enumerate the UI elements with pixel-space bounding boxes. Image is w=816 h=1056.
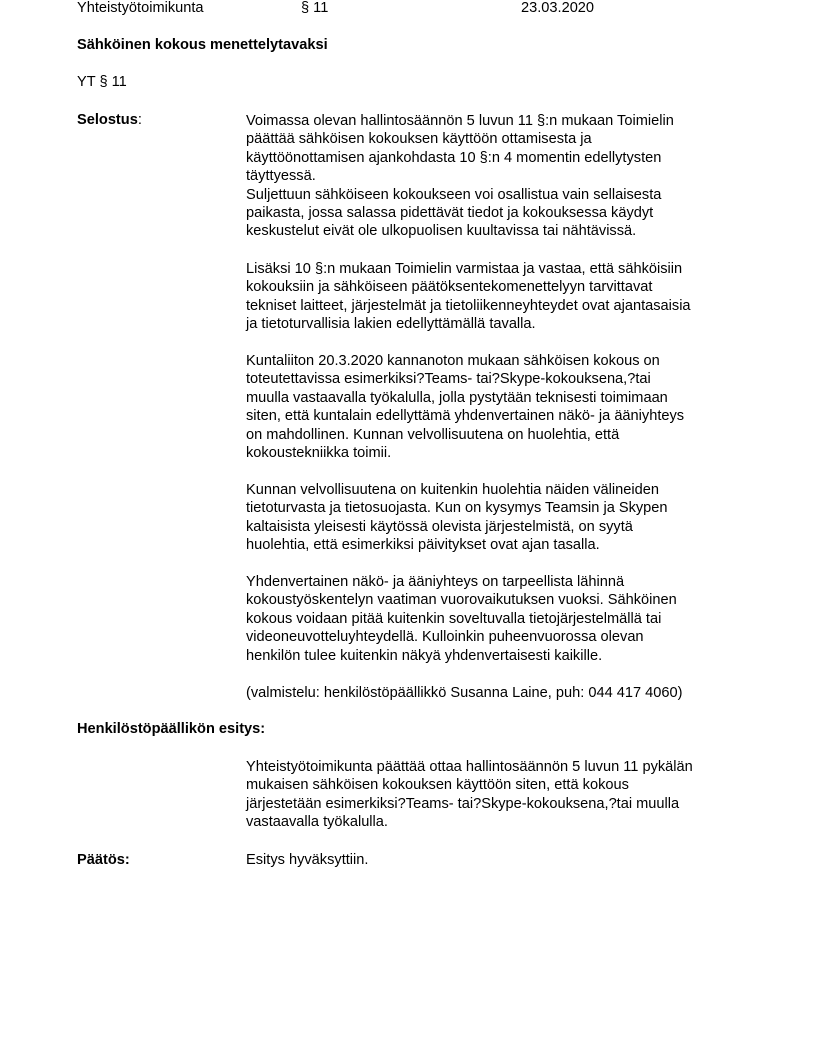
- text-line: täyttyessä.: [246, 168, 316, 185]
- selostus-paragraph-3: [246, 352, 746, 462]
- selostus-preparer-note: [246, 684, 746, 702]
- text-line: paikasta, jossa salassa pidettävät tiedot ja kokouksessa käydyt: [246, 205, 654, 222]
- text-line: videoneuvotteluyhteydellä. Kulloinkin puheenvuorossa olevan: [246, 629, 644, 646]
- text-line: käyttöönottamisen ajankohdasta 10 §:n 4 momentin edellytysten: [246, 149, 662, 166]
- document-title: Sähköinen kokous menettelytavaksi: [77, 37, 328, 53]
- text-line: ja tietoturvallisia lakien edellyttämällä tavalla.: [246, 316, 536, 333]
- text-line: Yhteistyötoimikunta päättää ottaa hallintosäännön 5 luvun 11 pykälän: [246, 759, 693, 775]
- text-line: kokoustyöskentelyn vaatiman vuorovaikutuksen vuoksi. Sähköinen: [246, 592, 677, 609]
- text-line: (valmistelu: henkilöstöpäällikkö Susanna Laine, puh: 044 417 4060): [246, 685, 683, 701]
- text-line: Kuntaliiton 20.3.2020 kannanoton mukaan sähköisen kokous on: [246, 353, 660, 369]
- text-line: kaltaisista yleisesti käytössä olevista järjestelmistä, on syytä: [246, 518, 633, 535]
- text-line: päättää sähköisen kokouksen käyttöön ottamisesta ja: [246, 131, 592, 148]
- text-line: Kunnan velvollisuutena on kuitenkin huolehtia näiden välineiden: [246, 482, 659, 498]
- selostus-paragraph-1: [246, 112, 746, 241]
- text-line: muulla vastaavalla työkalulla, jolla pystytään teknisesti toimimaan: [246, 389, 668, 406]
- text-line: mukaisen sähköisen kokouksen käyttöön siten, että kokous: [246, 777, 629, 794]
- selostus-paragraph-5: [246, 573, 746, 665]
- text-line: kokous voidaan pitää kuitenkin soveltuvalla tietojärjestelmällä tai: [246, 610, 662, 627]
- header-body-name: Yhteistyötoimikunta: [77, 0, 204, 16]
- text-line: Voimassa olevan hallintosäännön 5 luvun 11 §:n mukaan Toimielin: [246, 113, 674, 129]
- paatos-text: Esitys hyväksyttiin.: [246, 852, 369, 868]
- text-line: on mahdollinen. Kunnan velvollisuutena on huolehtia, että: [246, 426, 620, 443]
- paatos-label: Päätös:: [77, 852, 130, 868]
- text-line: siten, että kuntalain edellyttämä yhdenvertainen näkö- ja ääniyhteys: [246, 408, 685, 425]
- selostus-paragraph-2: [246, 260, 746, 334]
- text-line: Suljettuun sähköiseen kokoukseen voi osallistua vain sellaisesta: [246, 186, 662, 203]
- text-line: tekniset laitteet, järjestelmät ja tietoliikenneyhteydet ovat ajantasaisia: [246, 297, 691, 314]
- text-line: Lisäksi 10 §:n mukaan Toimielin varmistaa ja vastaa, että sähköisiin: [246, 261, 683, 277]
- text-line: tietoturvasta ja tietosuojasta. Kun on kysymys Teamsin ja Skypen: [246, 500, 668, 517]
- text-line: henkilön tulee kuitenkin näkyä yhdenvertaisesti kaikille.: [246, 647, 603, 664]
- text-line: toteutettavissa esimerkiksi?Teams- tai?Skype-kokouksena,?tai: [246, 371, 651, 388]
- text-line: järjestetään esimerkiksi?Teams- tai?Skype-kokouksena,?tai muulla: [246, 795, 680, 812]
- esitys-label: Henkilöstöpäällikön esitys:: [77, 721, 266, 737]
- header-section: § 11: [301, 0, 329, 16]
- text-line: kokouksiin ja sähköiseen päätöksentekomenettelyyn tarvittavat: [246, 279, 653, 296]
- selostus-label: Selostus:: [77, 112, 142, 128]
- esitys-paragraph: [246, 758, 746, 832]
- text-line: huolehtia, että esimerkiksi päivitykset ovat ajan tasalla.: [246, 537, 600, 554]
- text-line: Yhdenvertainen näkö- ja ääniyhteys on tarpeellista lähinnä: [246, 574, 625, 590]
- header-date: 23.03.2020: [521, 0, 595, 16]
- text-line: keskustelut eivät ole ulkopuolisen kuultavissa tai nähtävissä.: [246, 223, 637, 240]
- section-reference: YT § 11: [77, 74, 127, 90]
- text-line: kokoustekniikka toimii.: [246, 445, 392, 462]
- selostus-paragraph-4: [246, 481, 746, 555]
- text-line: vastaavalla työkalulla.: [246, 814, 388, 831]
